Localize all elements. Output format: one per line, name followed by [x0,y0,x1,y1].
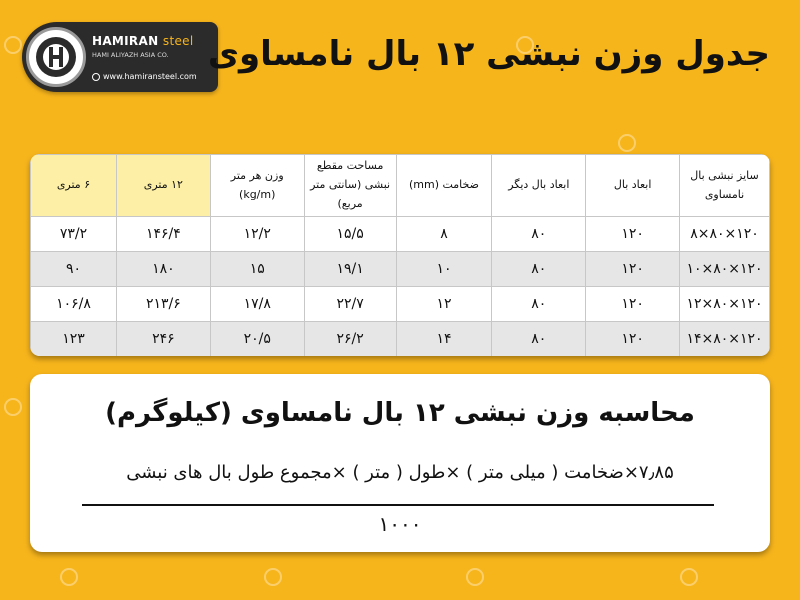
header-6m: ۶ متری [31,155,117,217]
cell-weight-per-meter: ۱۷/۸ [210,287,304,322]
table-row [31,217,770,252]
brand-logo [22,22,218,92]
cell-weight-per-meter: ۱۲/۲ [210,217,304,252]
cell-size: ۱۲۰×۸۰×۱۰ [680,252,770,287]
brand-name: HAMIRAN steel [92,34,194,48]
cell-area: ۲۲/۷ [304,287,396,322]
cell-area: ۱۹/۱ [304,252,396,287]
watermark-icon [264,568,282,586]
cell-leg: ۱۲۰ [586,252,680,287]
header-weight-per-meter: وزن هر متر (kg/m) [210,155,304,217]
cell-size: ۱۲۰×۸۰×۱۲ [680,287,770,322]
cell-12m: ۲۴۶ [116,322,210,357]
cell-thickness: ۸ [396,217,492,252]
brand-emblem-icon [26,27,86,87]
page-title: جدول وزن نبشی ۱۲ بال نامساوی [207,34,770,74]
cell-other-leg: ۸۰ [492,322,586,357]
cell-thickness: ۱۴ [396,322,492,357]
table-row [31,322,770,357]
cell-size: ۱۲۰×۸۰×۱۴ [680,322,770,357]
header-thickness: ضخامت (mm) [396,155,492,217]
weight-table [30,154,770,356]
fraction-bar [82,504,714,506]
header-leg: ابعاد بال [586,155,680,217]
cell-other-leg: ۸۰ [492,287,586,322]
brand-subtitle: HAMI ALIYAZH ASIA CO. [92,51,169,59]
cell-6m: ۷۳/۲ [31,217,117,252]
formula-title: محاسبه وزن نبشی ۱۲ بال نامساوی (کیلوگرم) [105,398,695,428]
cell-area: ۱۵/۵ [304,217,396,252]
cell-leg: ۱۲۰ [586,287,680,322]
cell-leg: ۱۲۰ [586,322,680,357]
cell-12m: ۲۱۳/۶ [116,287,210,322]
watermark-icon [4,36,22,54]
cell-thickness: ۱۲ [396,287,492,322]
globe-icon [92,73,100,81]
table-row [31,252,770,287]
cell-size: ۱۲۰×۸۰×۸ [680,217,770,252]
cell-6m: ۱۲۳ [31,322,117,357]
cell-other-leg: ۸۰ [492,217,586,252]
cell-other-leg: ۸۰ [492,252,586,287]
cell-6m: ۱۰۶/۸ [31,287,117,322]
brand-url[interactable]: www.hamiransteel.com [92,72,197,81]
header-size: سایز نبشی بال نامساوی [680,155,770,217]
table-row [31,287,770,322]
cell-12m: ۱۸۰ [116,252,210,287]
formula-denominator: ۱۰۰۰ [378,512,422,536]
watermark-icon [60,568,78,586]
watermark-icon [4,398,22,416]
watermark-icon [466,568,484,586]
table-header-row [31,155,770,217]
watermark-icon [618,134,636,152]
formula-numerator: ۷٫۸۵×ضخامت ( میلی متر ) ×طول ( متر ) ×مجموع طول بال های نبشی [126,462,674,483]
cell-6m: ۹۰ [31,252,117,287]
cell-12m: ۱۴۶/۴ [116,217,210,252]
header-area: مساحت مقطع نبشی (سانتی متر مربع) [304,155,396,217]
watermark-icon [680,568,698,586]
cell-area: ۲۶/۲ [304,322,396,357]
cell-leg: ۱۲۰ [586,217,680,252]
cell-thickness: ۱۰ [396,252,492,287]
header-12m: ۱۲ متری [116,155,210,217]
formula-box [30,374,770,552]
cell-weight-per-meter: ۱۵ [210,252,304,287]
cell-weight-per-meter: ۲۰/۵ [210,322,304,357]
header-other-leg: ابعاد بال دیگر [492,155,586,217]
